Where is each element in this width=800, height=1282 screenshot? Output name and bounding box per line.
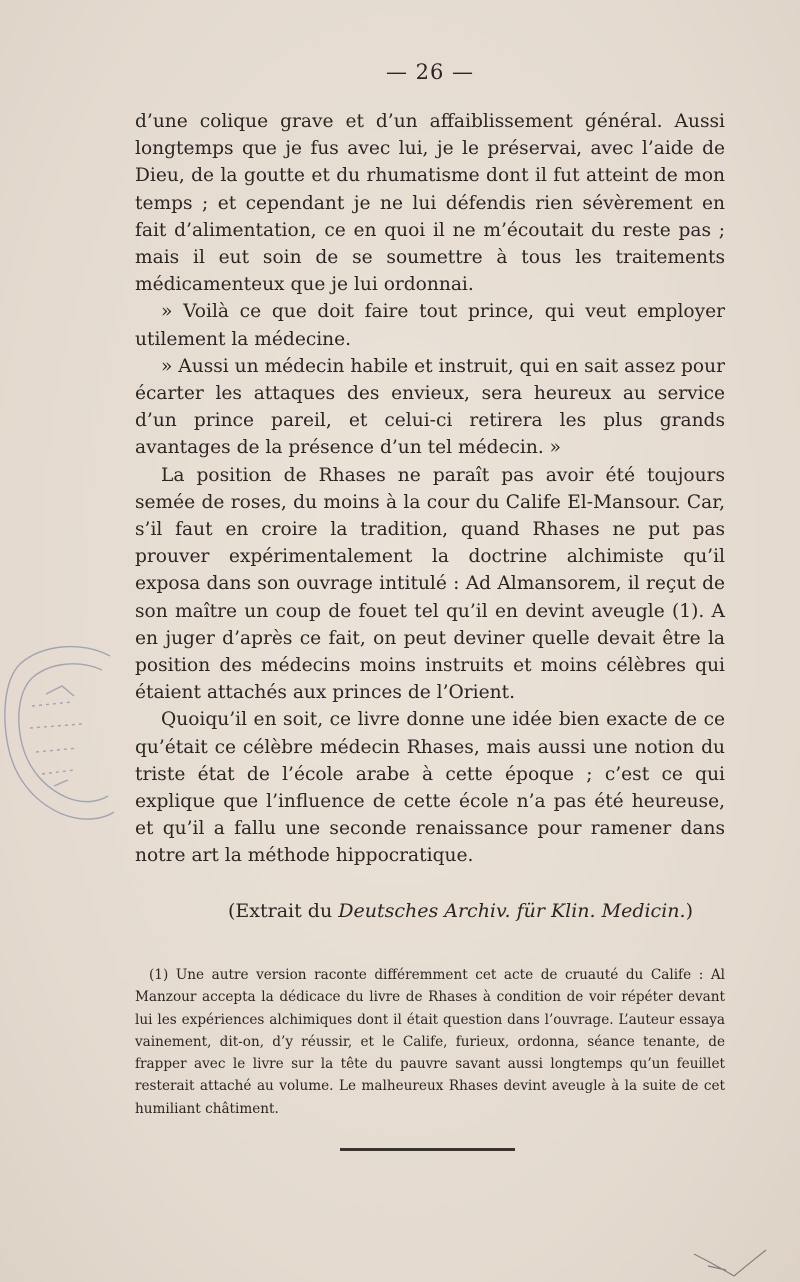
paragraph-5: Quoiqu’il en soit, ce livre donne une idée bien exacte de ce qu’était ce célèbre médecin Rhases, mais aussi une notion du triste état de l’école arabe à cette époque ; c’est ce qui explique que l’influence de cette école n’a pas été heureuse, et qu’il a fallu une seconde renaissance pour ramener dans notre art la méthode hippocratique. [135,709,725,867]
library-stamp-icon [2,636,120,826]
footnote: (1) Une autre version raconte différemment cet acte de cruauté du Calife : Al Manzour accepta la dédicace du livre de Rhases à condition de voir répéter devant lui les expériences alchimiques dont il était question dans l’ouvrage. L’auteur essaya vainement, dit-on, d’y réussir, et le Calife, furieux, ordonna, séance tenante, de frapper avec le livre sur la tête du pauvre savant aussi longtemps qu’un feuillet resterait attaché au volume. Le malheureux Rhases devint aveugle à la suite de cet humiliant châtiment. [135,967,725,1117]
paragraph-2: » Voilà ce que doit faire tout prince, qui veut employer utilement la médecine. [135,301,725,350]
closing-rule [340,1148,515,1151]
paragraph-4: La position de Rhases ne paraît pas avoir été toujours semée de roses, du moins à la cour du Calife El-Mansour. Car, s’il faut en croire la tradition, quand Rhases ne put pas prouver expérimentalement la doctrine alchimiste qu’il exposa dans son ouvrage intitulé : Ad Almansorem, il reçut de son maître un coup de fouet tel qu’il en devint aveugle (1). A en juger d’après ce fait, on peut deviner quelle devait être la position des médecins moins instruits et moins célèbres qui étaient attachés aux princes de l’Orient. [135,464,725,704]
paragraph-3: » Aussi un médecin habile et instruit, qui en sait assez pour écarter les attaques des envieux, sera heureux au service d’un prince pareil, et celui-ci retirera les plus grands avantages de la présence d’un tel médecin. » [135,355,725,459]
body-text [135,108,725,870]
source-citation [228,898,728,924]
page-number: — 26 — [385,60,475,84]
source-title: Deutsches Archiv. für Klin. Medicin. [338,900,686,922]
source-suffix: ) [685,900,693,922]
paragraph-1: d’une colique grave et d’un affaiblissement général. Aussi longtemps que je fus avec lui, je le préservai, avec l’aide de Dieu, de la goutte et du rhumatisme dont il fut atteint de mon temps ; et cependant je ne lui défendis rien sévèrement en fait d’alimentation, ce en quoi il ne m’écoutait du reste pas ; mais il eut soin de se soumettre à tous les traitements médicamenteux que je lui ordonnai. [135,111,725,296]
corner-pencil-mark-icon [690,1244,770,1278]
source-prefix: (Extrait du [228,900,339,922]
